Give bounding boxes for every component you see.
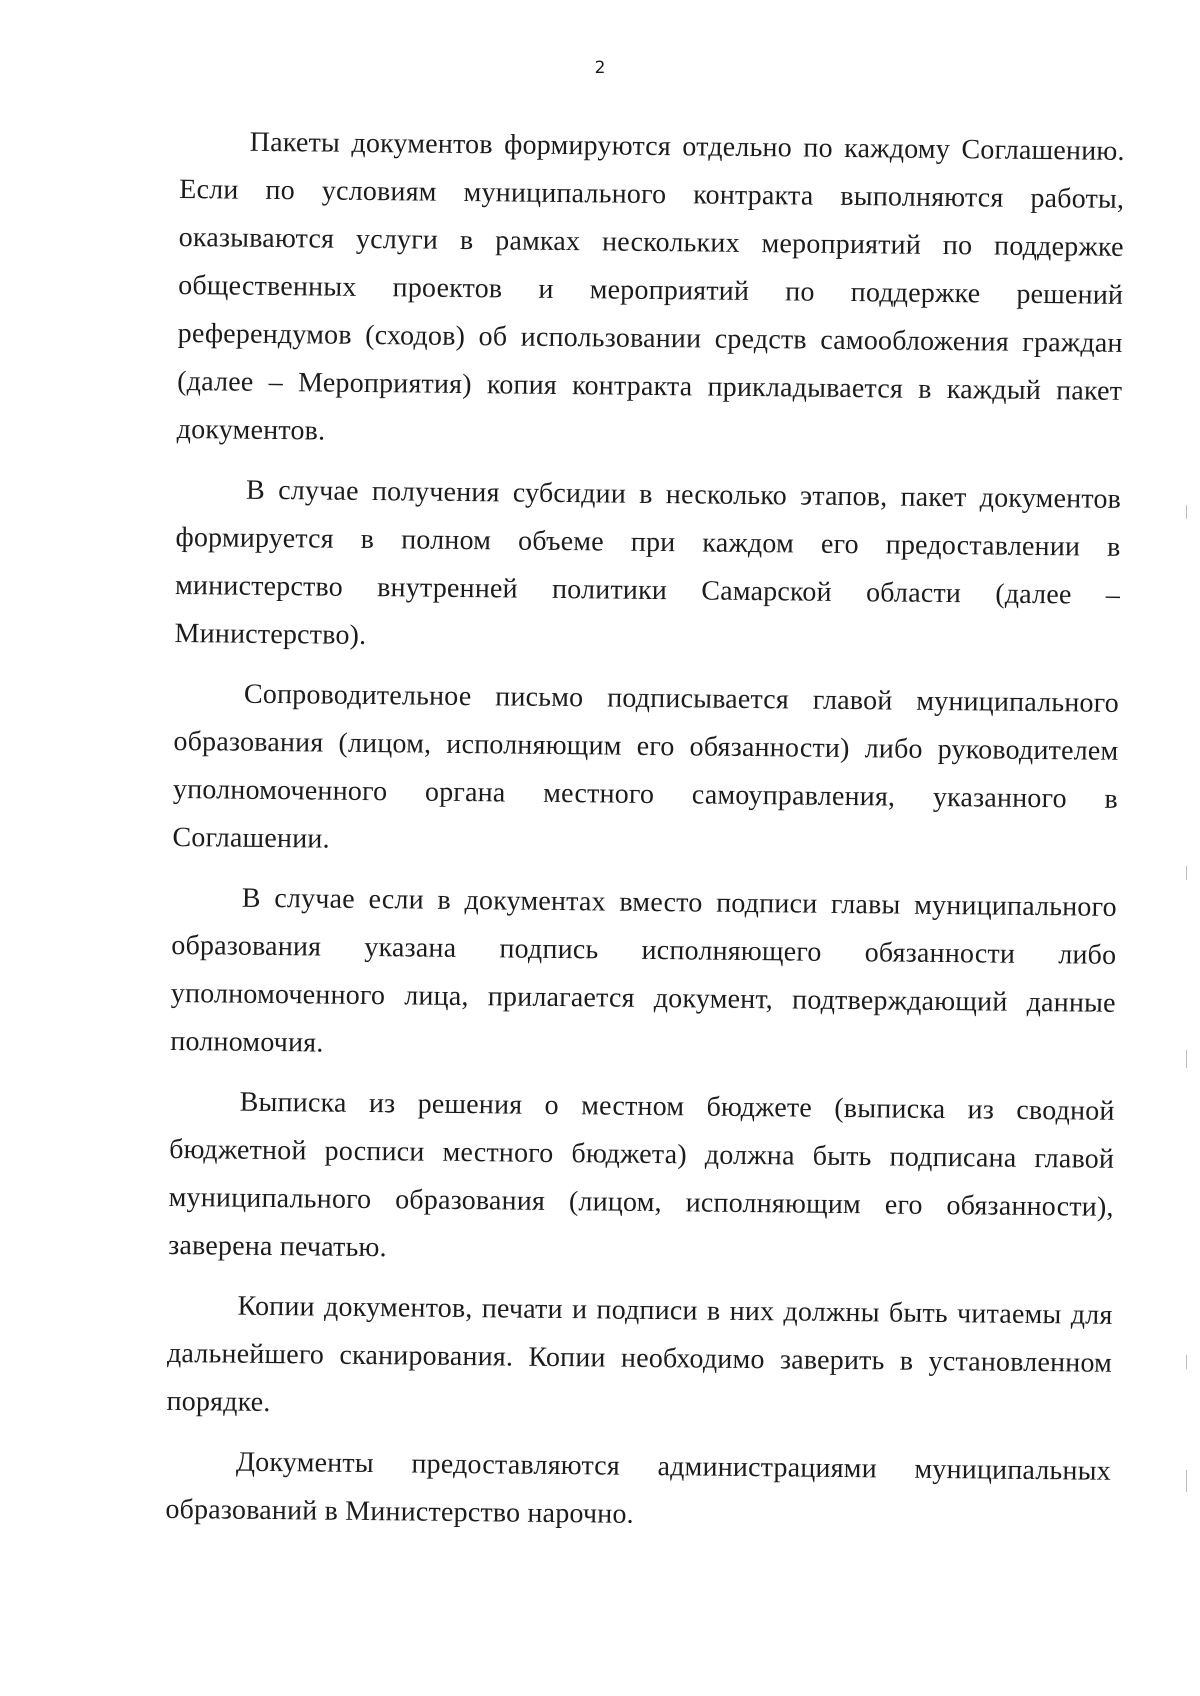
scan-artifact	[1186, 505, 1187, 519]
paragraph-3: Сопроводительное письмо подписывается главой муниципального образования (лицом, исполняющим его обязанности) либо руководителем уполномоченного органа местного самоуправления, указанного в Соглашении.	[172, 678, 1120, 855]
scan-artifact	[1186, 1050, 1187, 1068]
paragraph-4: В случае если в документах вместо подписи главы муниципального образования указана подпись исполняющего обязанности либо уполномоченного лица, прилагается документ, подтверждающий данные полномочия.	[170, 882, 1117, 1059]
paragraph-2: В случае получения субсидии в несколько этапов, пакет документов формируется в полном объеме при каждом его предоставлении в министерство внутренней политики Самарской области (далее – Министерство).	[174, 474, 1122, 651]
document-body	[165, 118, 1125, 1556]
paragraph-1: Пакеты документов формируются отдельно по каждому Соглашению. Если по условиям муниципального контракта выполняются работы, оказываются услуги в рамках нескольких мероприятий по поддержке общественных проектов и мероприятий по поддержке решений референдумов (сходов) об использовании средств самообложения граждан (далее – Мероприятия) копия контракта прикладывается в каждый пакет документов.	[176, 126, 1125, 447]
paragraph-5: Выписка из решения о местном бюджете (выписка из сводной бюджетной росписи местного бюджета) должна быть подписана главой муниципального образования (лицом, исполняющим его обязанности), заверена печатью.	[168, 1086, 1115, 1264]
paragraph-6: Копии документов, печати и подписи в них должны быть читаемы для дальнейшего сканирования. Копии необходимо заверить в установленном порядке.	[166, 1290, 1113, 1419]
scan-artifact	[1186, 1470, 1187, 1492]
scan-artifact	[1186, 866, 1187, 880]
scan-artifact	[1186, 1355, 1187, 1369]
page-number: 2	[594, 58, 606, 78]
paragraph-7: Документы предоставляются администрациями муниципальных образований в Министерство нарочно.	[165, 1446, 1112, 1530]
